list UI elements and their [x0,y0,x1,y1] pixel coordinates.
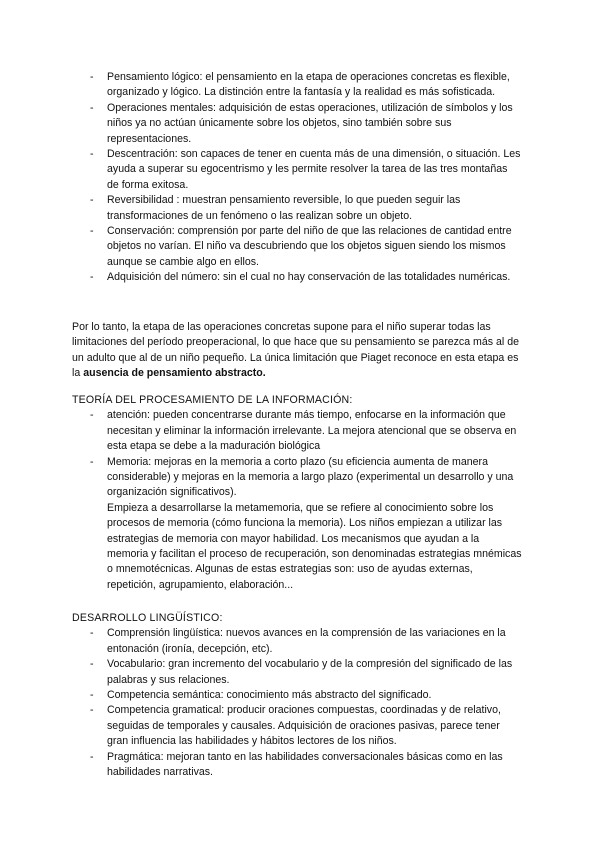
procesamiento-section [0,393,600,593]
list-item: - atención: pueden concentrarse durante más tiempo, enfocarse en la información que necesitan y eliminar la información irrelevante. La mejora atencional que se observa en esta etapa se debe a la maduración biológica [0,408,600,454]
conclusion-bold-text: ausencia de pensamiento abstracto. [83,367,266,380]
list-item: - Vocabulario: gran incremento del vocabulario y de la compresión del significado de las palabras y sus relaciones. [0,657,600,688]
list-item: - Descentración: son capaces de tener en cuenta más de una dimensión, o situación. Les ayuda a superar su egocentrismo y les permite resolver la tarea de las tres montañas de forma exitosa. [0,147,600,193]
list-item: - Reversibilidad : muestran pensamiento reversible, lo que pueden seguir las transformaciones de un fenómeno o las realizan sobre un objeto. [0,193,600,224]
list-item: - Competencia gramatical: producir oraciones compuestas, coordinadas y de relativo, seguidas de temporales y causales. Adquisición de oraciones pasivas, parece tener gran influencia las habilidades y hábitos lectores de los niños. [0,703,600,749]
list-item: - Competencia semántica: conocimiento más abstracto del significado. [0,688,600,703]
list-item: - Pragmática: mejoran tanto en las habilidades conversacionales básicas como en las habilidades narrativas. [0,750,600,781]
linguistico-section [0,611,600,780]
list-item-continuation: Empieza a desarrollarse la metamemoria, que se refiere al conocimiento sobre los procesos de memoria (cómo funciona la memoria). Los niños empiezan a utilizar las estrategias de memoria con mayor habilidad. Los mecanismos que ayudan a la memoria y facilitan el proceso de recuperación, son denominadas estrategias mnémicas o mnemotécnicas. Algunas de estas estrategias son: uso de ayudas externas, repetición, agrupamiento, elaboración... [107,501,522,591]
conclusion-paragraph [0,320,600,382]
conclusion-text: Por lo tanto, la etapa de las operaciones concretas supone para el niño superar todas las limitaciones del período preoperacional, lo que hace que su pensamiento se parezca más al de un adulto que al de un niño pequeño. La única limitación que Piaget reconoce en esta etapa es la [72,321,519,380]
list-item: - Pensamiento lógico: el pensamiento en la etapa de operaciones concretas es flexible, organizado y lógico. La distinción entre la fantasía y la realidad es más sofisticada. [0,70,600,101]
list-item: - Comprensión lingüística: nuevos avances en la comprensión de las variaciones en la entonación (ironía, decepción, etc). [0,626,600,657]
list-item: - Memoria: mejoras en la memoria a corto plazo (su eficiencia aumenta de manera considerable) y mejoras en la memoria a largo plazo (experimental un desarrollo y una organización significativos). [0,455,600,501]
list-item: - Operaciones mentales: adquisición de estas operaciones, utilización de símbolos y los niños ya no actúan únicamente sobre los objetos, sino también sobre sus representaciones. [0,101,600,147]
list-item: - Adquisición del número: sin el cual no hay conservación de las totalidades numéricas. [0,270,600,285]
section-heading: TEORÍA DEL PROCESAMIENTO DE LA INFORMACIÓN: [72,394,353,406]
section-heading: DESARROLLO LINGÜÍSTICO: [72,612,223,624]
operaciones-concretas-list [0,70,600,286]
list-item: - Conservación: comprensión por parte del niño de que las relaciones de cantidad entre objetos no varían. El niño va descubriendo que los objetos siguen siendo los mismos aunque se cambie algo en ellos. [0,224,600,270]
